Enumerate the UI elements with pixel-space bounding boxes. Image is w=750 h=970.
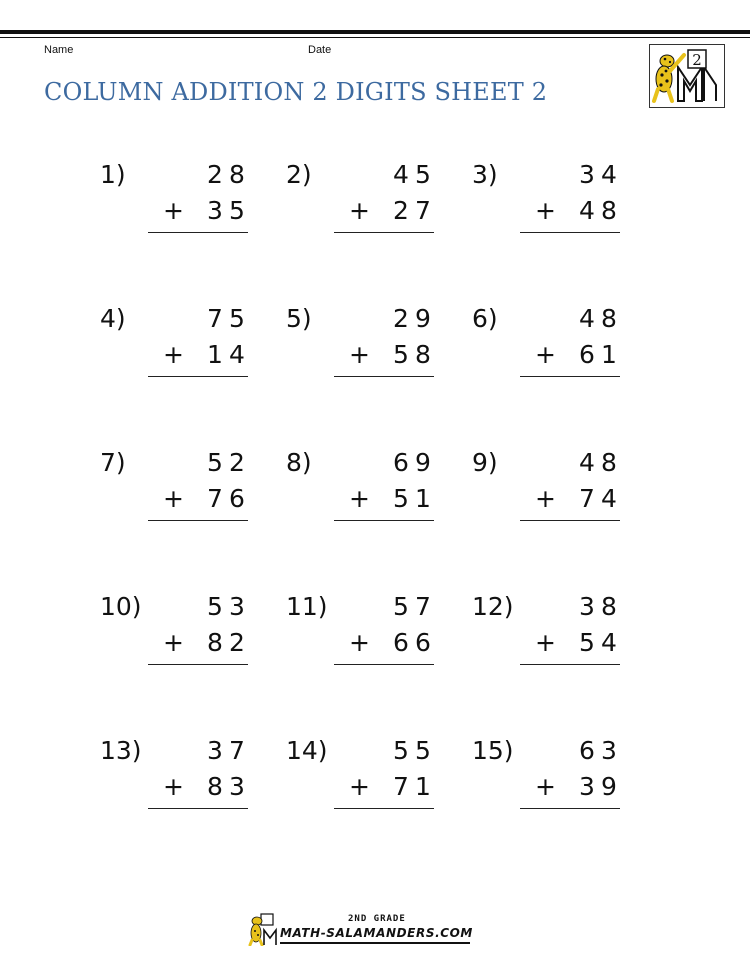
top-addend: [560, 736, 620, 765]
answer-line: [148, 664, 248, 665]
bottom-addend: [576, 772, 620, 801]
problem-4: [100, 304, 248, 384]
digit: 5: [393, 340, 409, 369]
logo: [649, 44, 725, 108]
problem-number: 3): [472, 160, 498, 189]
problem-7: [100, 448, 248, 528]
answer-line: [520, 376, 620, 377]
digit: 5: [229, 304, 245, 333]
bottom-addend: [204, 196, 248, 225]
digit: 6: [579, 340, 595, 369]
digit: 8: [601, 448, 617, 477]
plus-sign: +: [349, 340, 370, 369]
digit: 5: [207, 592, 223, 621]
digit: 2: [229, 448, 245, 477]
digit: 3: [601, 736, 617, 765]
top-addend: [188, 304, 248, 333]
digit: 2: [393, 304, 409, 333]
answer-line: [520, 664, 620, 665]
digit: 8: [229, 160, 245, 189]
digit: 7: [393, 772, 409, 801]
page-title: COLUMN ADDITION 2 DIGITS SHEET 2: [44, 78, 548, 106]
answer-line: [148, 808, 248, 809]
problem-number: 12): [472, 592, 514, 621]
answer-line: [334, 376, 434, 377]
digit: 5: [415, 736, 431, 765]
plus-sign: +: [535, 340, 556, 369]
top-addend: [188, 592, 248, 621]
digit: 8: [601, 592, 617, 621]
answer-line: [520, 520, 620, 521]
digit: 4: [579, 448, 595, 477]
digit: 6: [415, 628, 431, 657]
digit: 6: [393, 448, 409, 477]
top-addend: [560, 160, 620, 189]
name-label: Name: [44, 44, 74, 56]
salamander-logo-icon: [650, 45, 723, 106]
bottom-addend: [204, 772, 248, 801]
top-addend: [560, 448, 620, 477]
digit: 3: [579, 160, 595, 189]
plus-sign: +: [535, 772, 556, 801]
digit: 5: [415, 160, 431, 189]
digit: 9: [601, 772, 617, 801]
problem-11: [286, 592, 434, 672]
answer-line: [148, 376, 248, 377]
plus-sign: +: [349, 484, 370, 513]
problem-14: [286, 736, 434, 816]
problem-number: 8): [286, 448, 312, 477]
top-addend: [188, 448, 248, 477]
digit: 5: [579, 628, 595, 657]
problem-13: [100, 736, 248, 816]
problem-number: 9): [472, 448, 498, 477]
problem-number: 2): [286, 160, 312, 189]
problem-6: [472, 304, 620, 384]
digit: 8: [601, 196, 617, 225]
plus-sign: +: [163, 772, 184, 801]
digit: 3: [229, 592, 245, 621]
digit: 5: [393, 736, 409, 765]
answer-line: [334, 232, 434, 233]
footer-logo: [248, 912, 473, 946]
logo-digit: 2: [692, 51, 702, 69]
problem-number: 14): [286, 736, 328, 765]
digit: 1: [415, 772, 431, 801]
top-addend: [560, 592, 620, 621]
digit: 6: [393, 628, 409, 657]
digit: 4: [579, 304, 595, 333]
answer-line: [520, 232, 620, 233]
answer-line: [334, 808, 434, 809]
digit: 8: [207, 628, 223, 657]
digit: 5: [229, 196, 245, 225]
digit: 2: [229, 628, 245, 657]
digit: 3: [207, 736, 223, 765]
bottom-addend: [576, 484, 620, 513]
digit: 7: [207, 484, 223, 513]
top-rule: [0, 30, 750, 34]
problem-number: 5): [286, 304, 312, 333]
problem-1: [100, 160, 248, 240]
problem-15: [472, 736, 620, 816]
answer-line: [334, 520, 434, 521]
digit: 5: [393, 484, 409, 513]
problem-9: [472, 448, 620, 528]
plus-sign: +: [535, 484, 556, 513]
plus-sign: +: [163, 340, 184, 369]
answer-line: [148, 232, 248, 233]
digit: 1: [415, 484, 431, 513]
plus-sign: +: [349, 772, 370, 801]
digit: 2: [393, 196, 409, 225]
footer-grade: 2ND GRADE: [348, 914, 406, 924]
problem-number: 11): [286, 592, 328, 621]
digit: 8: [415, 340, 431, 369]
bottom-addend: [390, 772, 434, 801]
problem-number: 4): [100, 304, 126, 333]
digit: 3: [229, 772, 245, 801]
digit: 7: [579, 484, 595, 513]
problem-number: 15): [472, 736, 514, 765]
digit: 2: [207, 160, 223, 189]
problem-number: 7): [100, 448, 126, 477]
top-addend: [188, 160, 248, 189]
problem-number: 6): [472, 304, 498, 333]
problem-10: [100, 592, 248, 672]
bottom-addend: [204, 484, 248, 513]
digit: 8: [207, 772, 223, 801]
problem-5: [286, 304, 434, 384]
top-addend: [374, 448, 434, 477]
problem-2: [286, 160, 434, 240]
answer-line: [148, 520, 248, 521]
bottom-addend: [204, 628, 248, 657]
problem-8: [286, 448, 434, 528]
digit: 6: [229, 484, 245, 513]
bottom-addend: [204, 340, 248, 369]
bottom-addend: [390, 196, 434, 225]
footer-site: MATH-SALAMANDERS.COM: [280, 926, 473, 940]
digit: 7: [207, 304, 223, 333]
digit: 3: [207, 196, 223, 225]
problem-number: 13): [100, 736, 142, 765]
plus-sign: +: [535, 196, 556, 225]
plus-sign: +: [163, 484, 184, 513]
digit: 5: [207, 448, 223, 477]
digit: 7: [415, 196, 431, 225]
digit: 4: [579, 196, 595, 225]
problem-number: 1): [100, 160, 126, 189]
digit: 4: [601, 628, 617, 657]
top-addend: [560, 304, 620, 333]
bottom-addend: [390, 628, 434, 657]
digit: 9: [415, 304, 431, 333]
footer-rule: [280, 942, 470, 944]
plus-sign: +: [163, 628, 184, 657]
problem-number: 10): [100, 592, 142, 621]
top-addend: [374, 736, 434, 765]
problem-12: [472, 592, 620, 672]
top-addend: [374, 304, 434, 333]
digit: 7: [415, 592, 431, 621]
digit: 5: [393, 592, 409, 621]
bottom-addend: [576, 628, 620, 657]
date-label: Date: [308, 44, 332, 56]
digit: 3: [579, 592, 595, 621]
top-rule-thin: [0, 37, 750, 38]
answer-line: [334, 664, 434, 665]
plus-sign: +: [535, 628, 556, 657]
digit: 4: [229, 340, 245, 369]
digit: 1: [207, 340, 223, 369]
digit: 4: [601, 484, 617, 513]
digit: 4: [601, 160, 617, 189]
bottom-addend: [576, 196, 620, 225]
bottom-addend: [390, 340, 434, 369]
answer-line: [520, 808, 620, 809]
digit: 8: [601, 304, 617, 333]
digit: 3: [579, 772, 595, 801]
plus-sign: +: [349, 196, 370, 225]
digit: 9: [415, 448, 431, 477]
plus-sign: +: [349, 628, 370, 657]
problem-3: [472, 160, 620, 240]
digit: 1: [601, 340, 617, 369]
plus-sign: +: [163, 196, 184, 225]
digit: 4: [393, 160, 409, 189]
digit: 6: [579, 736, 595, 765]
bottom-addend: [390, 484, 434, 513]
top-addend: [374, 160, 434, 189]
top-addend: [374, 592, 434, 621]
bottom-addend: [576, 340, 620, 369]
digit: 7: [229, 736, 245, 765]
top-addend: [188, 736, 248, 765]
salamander-footer-icon: [248, 912, 278, 946]
